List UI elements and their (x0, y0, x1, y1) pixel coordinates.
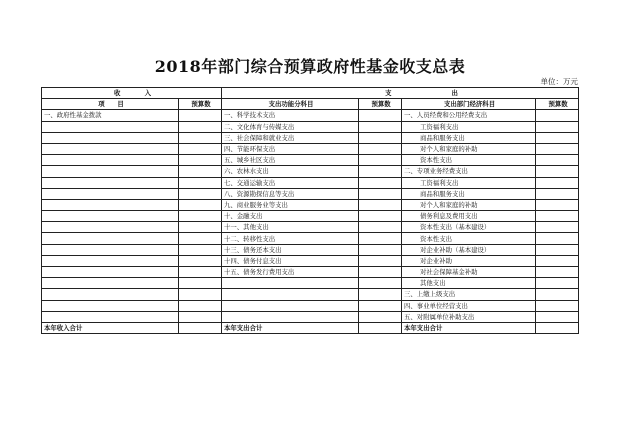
table-row (42, 166, 579, 177)
item-cell: 对个人和家庭的补助 (402, 143, 536, 154)
column-header: 预算数 (536, 99, 579, 110)
item-cell: 债务利息及费用支出 (402, 211, 536, 222)
amount-cell (359, 300, 402, 311)
amount-cell (536, 143, 579, 154)
amount-cell (179, 311, 222, 322)
table-row (42, 155, 579, 166)
amount-cell (179, 155, 222, 166)
table-row (42, 199, 579, 210)
expense-section-header-left: 支 (222, 88, 402, 99)
amount-cell (179, 177, 222, 188)
amount-cell (179, 110, 222, 121)
amount-cell (359, 121, 402, 132)
table-body (42, 110, 579, 334)
item-cell: 八、资源勘探信息等支出 (222, 188, 359, 199)
expense-section-header-right: 出 (402, 88, 579, 99)
amount-cell (179, 166, 222, 177)
amount-cell (536, 121, 579, 132)
income-header-left: 收 (114, 89, 121, 98)
table-row (42, 289, 579, 300)
item-cell (42, 143, 179, 154)
amount-cell (536, 132, 579, 143)
item-cell: 二、专项业务经费支出 (402, 166, 536, 177)
item-cell: 一、政府性基金拨款 (42, 110, 179, 121)
item-cell: 三、社会保障和就业支出 (222, 132, 359, 143)
amount-cell (536, 300, 579, 311)
item-cell (42, 267, 179, 278)
table-row (42, 222, 579, 233)
item-cell (222, 300, 359, 311)
column-header: 项 目 (42, 99, 179, 110)
total-label: 本年支出合计 (402, 322, 536, 333)
table-row (42, 278, 579, 289)
amount-cell (179, 289, 222, 300)
item-cell: 七、交通运输支出 (222, 177, 359, 188)
amount-cell (536, 211, 579, 222)
amount-cell (179, 300, 222, 311)
amount-cell (179, 211, 222, 222)
section-header-row (42, 88, 579, 99)
item-cell: 工资福利支出 (402, 177, 536, 188)
table-row (42, 177, 579, 188)
item-cell: 对个人和家庭的补助 (402, 199, 536, 210)
item-cell: 十、金融支出 (222, 211, 359, 222)
item-cell (42, 255, 179, 266)
item-cell: 一、人员经费和公用经费支出 (402, 110, 536, 121)
item-cell (42, 166, 179, 177)
amount-cell (179, 143, 222, 154)
totals-row (42, 322, 579, 333)
item-cell: 对企业补助（基本建设） (402, 244, 536, 255)
amount-cell (179, 233, 222, 244)
item-cell: 四、节能环保支出 (222, 143, 359, 154)
amount-cell (179, 278, 222, 289)
unit-label: 单位：万元 (540, 77, 578, 86)
item-cell: 十一、其他支出 (222, 222, 359, 233)
amount-cell (536, 233, 579, 244)
item-cell (42, 300, 179, 311)
page-title: 2018年部门综合预算政府性基金收支总表 (154, 57, 466, 76)
item-cell: 五、对附属单位补助支出 (402, 311, 536, 322)
amount-cell (179, 132, 222, 143)
item-cell: 十四、债务付息支出 (222, 255, 359, 266)
amount-cell (359, 211, 402, 222)
column-header: 预算数 (179, 99, 222, 110)
total-amount-cell (179, 322, 222, 333)
column-header: 支出功能分科目 (222, 99, 359, 110)
column-header-row (42, 99, 579, 110)
column-header: 预算数 (359, 99, 402, 110)
item-cell (42, 289, 179, 300)
item-cell: 二、文化体育与传媒支出 (222, 121, 359, 132)
item-cell: 资本性支出 (402, 155, 536, 166)
item-cell (42, 278, 179, 289)
column-header: 支出部门经济科目 (402, 99, 536, 110)
item-cell: 对企业补助 (402, 255, 536, 266)
item-cell: 商品和服务支出 (402, 188, 536, 199)
item-cell: 六、农林水支出 (222, 166, 359, 177)
amount-cell (536, 289, 579, 300)
amount-cell (359, 199, 402, 210)
amount-cell (179, 267, 222, 278)
amount-cell (359, 143, 402, 154)
amount-cell (536, 199, 579, 210)
amount-cell (359, 255, 402, 266)
item-cell (42, 311, 179, 322)
total-amount-cell (536, 322, 579, 333)
table-row (42, 300, 579, 311)
total-label: 本年收入合计 (42, 322, 179, 333)
amount-cell (359, 222, 402, 233)
amount-cell (359, 177, 402, 188)
item-cell (42, 233, 179, 244)
amount-cell (536, 311, 579, 322)
amount-cell (536, 222, 579, 233)
amount-cell (359, 244, 402, 255)
table-row (42, 132, 579, 143)
amount-cell (359, 267, 402, 278)
table-row (42, 244, 579, 255)
item-cell: 五、城乡社区支出 (222, 155, 359, 166)
amount-cell (536, 166, 579, 177)
income-section-header (42, 88, 222, 99)
table-row (42, 233, 579, 244)
item-cell: 十五、债务发行费用支出 (222, 267, 359, 278)
income-header-right: 入 (144, 89, 152, 98)
total-amount-cell (359, 322, 402, 333)
item-cell: 其他支出 (402, 278, 536, 289)
table-row (42, 211, 579, 222)
budget-table (41, 87, 579, 334)
item-cell: 商品和服务支出 (402, 132, 536, 143)
table-row (42, 311, 579, 322)
table-row (42, 188, 579, 199)
amount-cell (179, 244, 222, 255)
item-cell: 对社会保障基金补助 (402, 267, 536, 278)
amount-cell (536, 177, 579, 188)
item-cell (222, 311, 359, 322)
item-cell (42, 211, 179, 222)
table-row (42, 121, 579, 132)
amount-cell (179, 255, 222, 266)
amount-cell (536, 255, 579, 266)
amount-cell (359, 233, 402, 244)
amount-cell (179, 188, 222, 199)
amount-cell (179, 121, 222, 132)
item-cell (42, 155, 179, 166)
item-cell (42, 222, 179, 233)
amount-cell (359, 289, 402, 300)
amount-cell (359, 132, 402, 143)
amount-cell (536, 244, 579, 255)
table-row (42, 110, 579, 121)
amount-cell (359, 188, 402, 199)
item-cell (222, 278, 359, 289)
item-cell: 十三、债务还本支出 (222, 244, 359, 255)
amount-cell (359, 166, 402, 177)
table-row (42, 255, 579, 266)
amount-cell (359, 311, 402, 322)
item-cell: 三、上缴上级支出 (402, 289, 536, 300)
item-cell (42, 188, 179, 199)
item-cell: 一、科学技术支出 (222, 110, 359, 121)
amount-cell (536, 267, 579, 278)
item-cell (42, 132, 179, 143)
item-cell: 九、商业服务业等支出 (222, 199, 359, 210)
total-label: 本年支出合计 (222, 322, 359, 333)
item-cell: 十二、转移性支出 (222, 233, 359, 244)
item-cell: 资本性支出（基本建设） (402, 222, 536, 233)
table-row (42, 267, 579, 278)
amount-cell (179, 222, 222, 233)
amount-cell (536, 110, 579, 121)
item-cell: 工资福利支出 (402, 121, 536, 132)
amount-cell (359, 110, 402, 121)
table-row (42, 143, 579, 154)
item-cell: 资本性支出 (402, 233, 536, 244)
item-cell: 四、事业单位经营支出 (402, 300, 536, 311)
item-cell (42, 177, 179, 188)
amount-cell (179, 199, 222, 210)
item-cell (222, 289, 359, 300)
item-cell (42, 244, 179, 255)
amount-cell (359, 155, 402, 166)
item-cell (42, 199, 179, 210)
item-cell (42, 121, 179, 132)
amount-cell (536, 278, 579, 289)
amount-cell (536, 155, 579, 166)
amount-cell (359, 278, 402, 289)
amount-cell (536, 188, 579, 199)
